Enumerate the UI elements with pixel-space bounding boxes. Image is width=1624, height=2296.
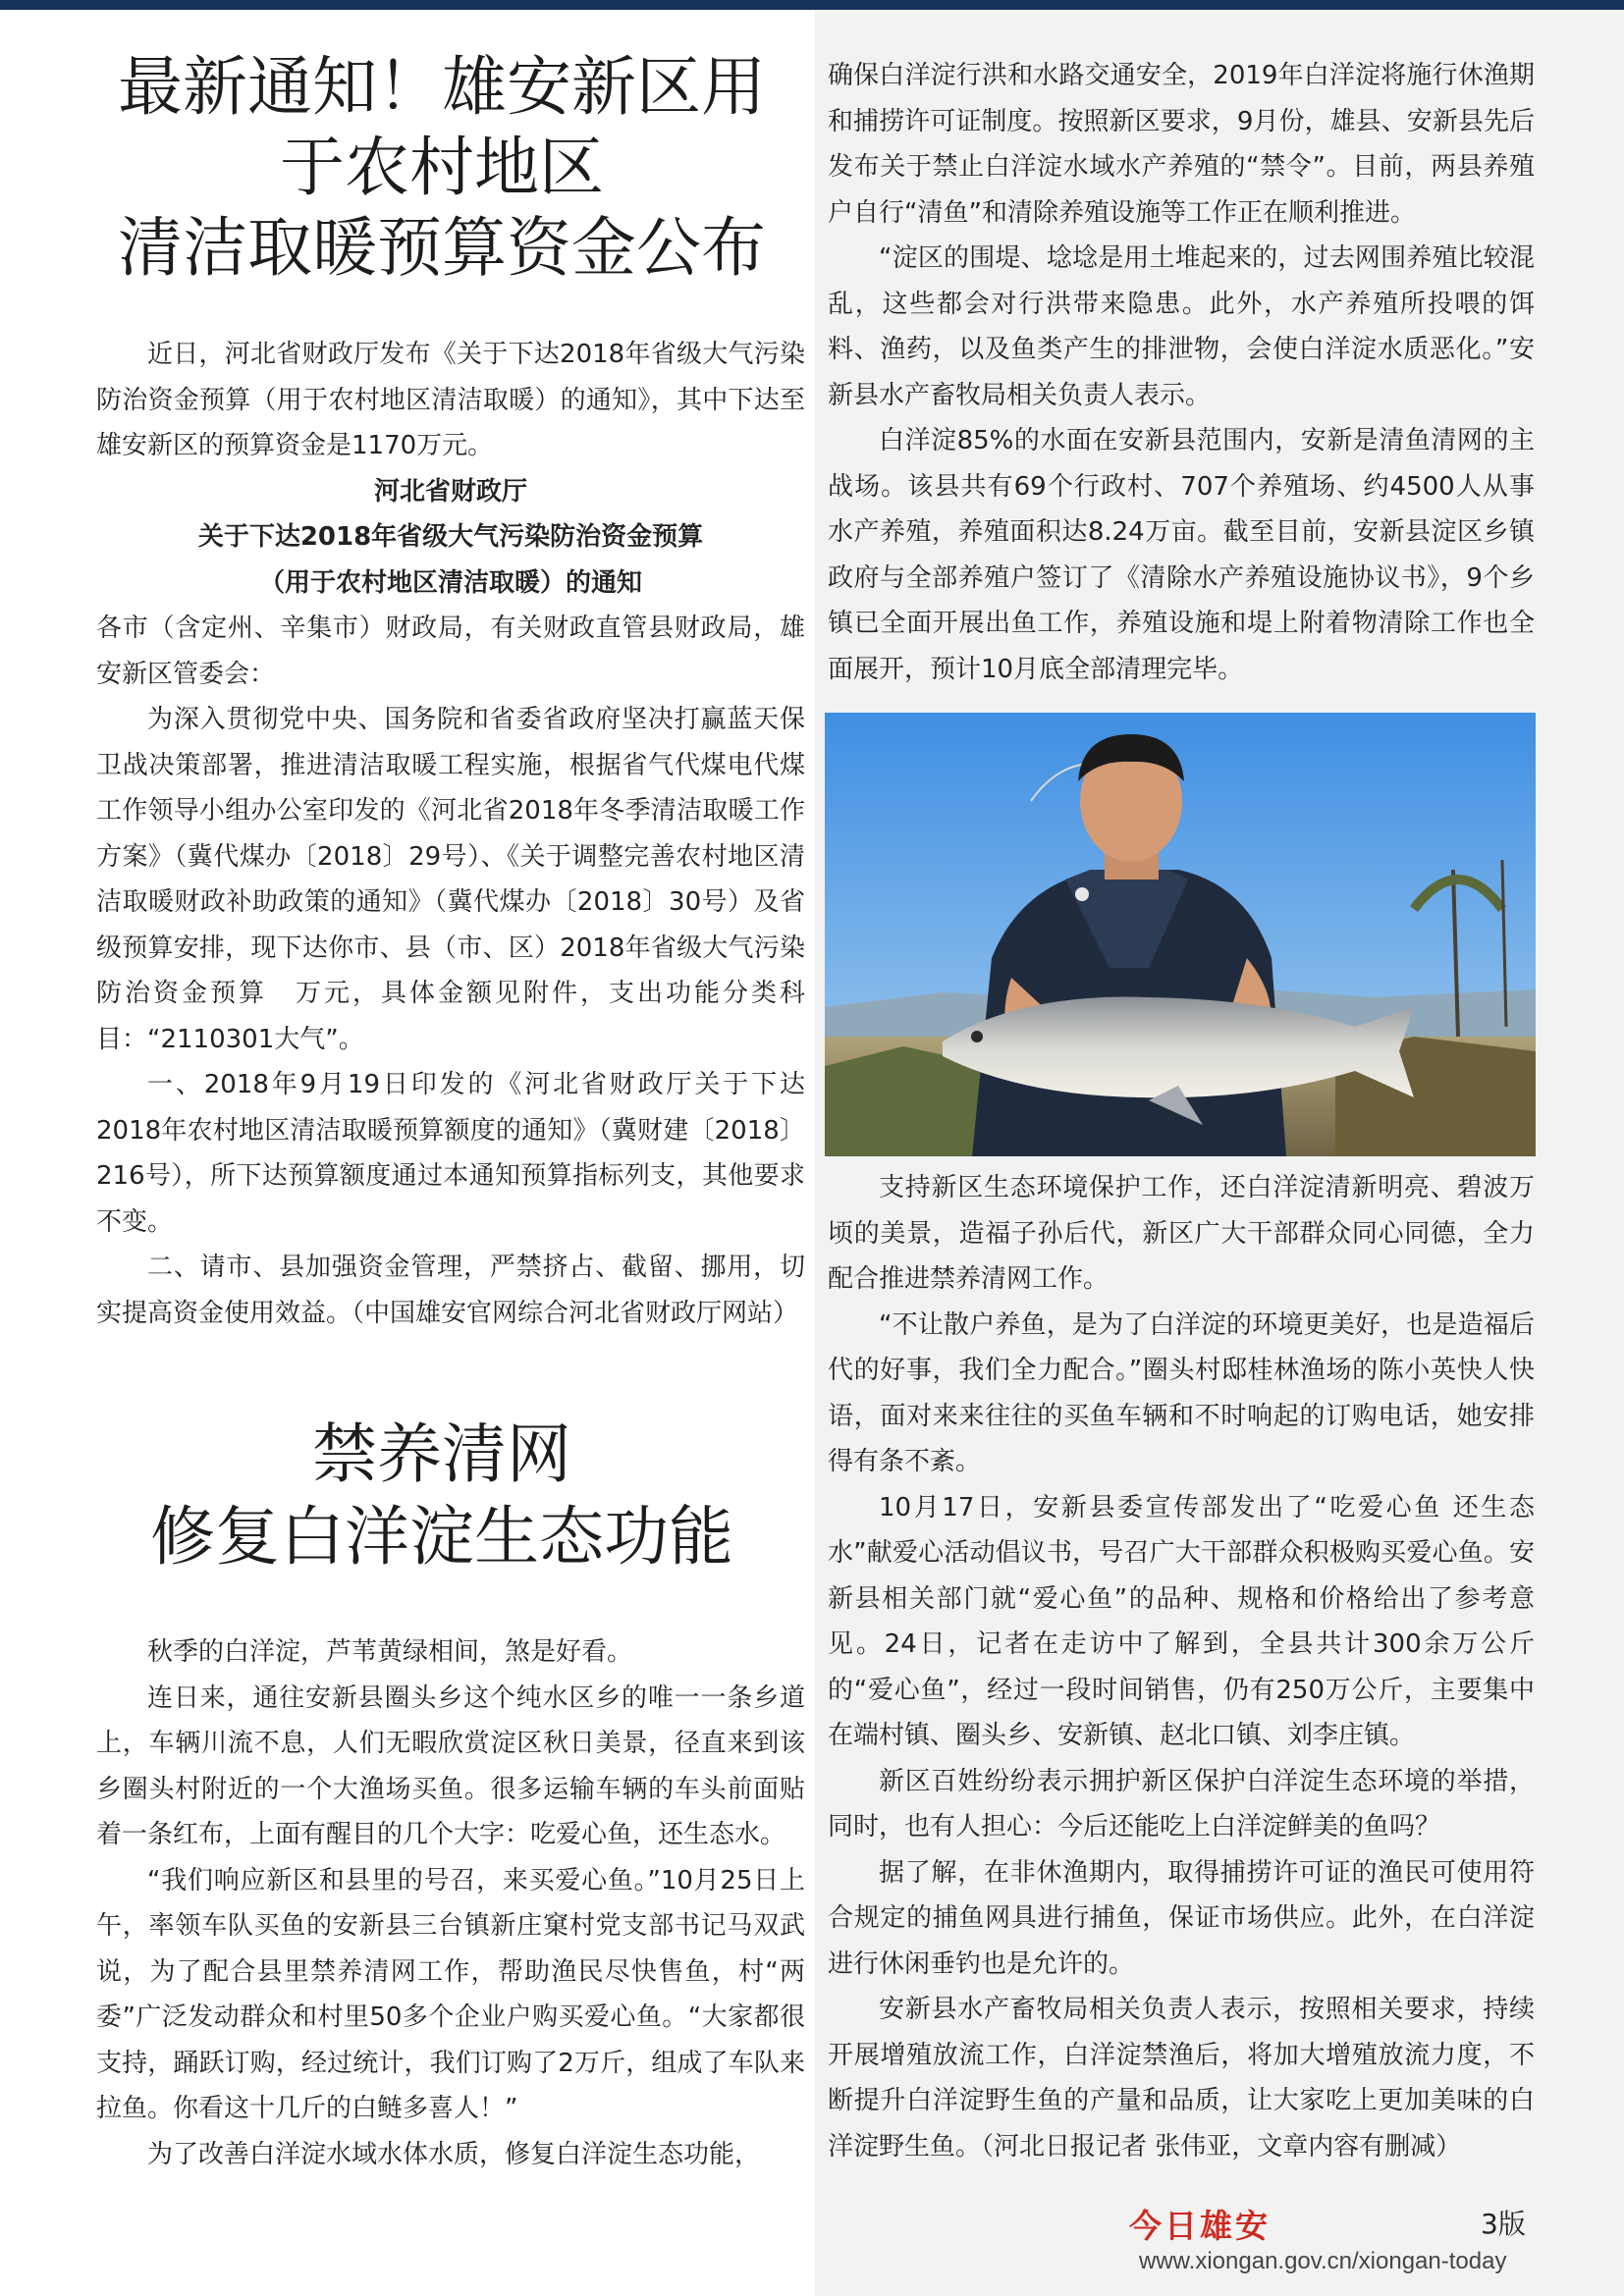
article2-paragraph: 支持新区生态环境保护工作，还白洋淀清新明亮、碧波万顷的美景，造福子孙后代，新区广大干部群众同心同德，全力配合推进禁养清网工作。 (828, 1173, 1535, 1294)
notice-issuer: 河北省财政厅 (373, 476, 527, 507)
article2-paragraph: 秋季的白洋淀，芦苇黄绿相间，煞是好看。 (147, 1637, 633, 1667)
article1-paragraph: 一、2018年9月19日印发的《河北省财政厅关于下达2018年农村地区清洁取暖预算额度的通知》（冀财建〔2018〕216号），所下达预算额度通过本通知预算指标列支，其他要求不变。 (96, 1070, 805, 1237)
article2-paragraph: “我们响应新区和县里的号召，来买爱心鱼。”10月25日上午，率领车队买鱼的安新县三台镇新庄窠村党支部书记马双武说，为了配合县里禁养清网工作，帮助渔民尽快售鱼，村“两委”广泛发动群众和村里50多个企业户购买爱心鱼。“大家都很支持，踊跃订购，经过统计，我们订购了2万斤，组成了车队来拉鱼。你看这十几斤的白鲢多喜人！” (96, 1865, 805, 2123)
article2-paragraph: 安新县水产畜牧局相关负责人表示，按照相关要求，持续开展增殖放流工作，白洋淀禁渔后，将加大增殖放流力度，不断提升白洋淀野生鱼的产量和品质，让大家吃上更加美味的白洋淀野生鱼。（河北日报记者 张伟亚，文章内容有删减） (828, 1995, 1535, 2162)
website-url[interactable]: www.xiongan.gov.cn/xiongan-today (1139, 2248, 1507, 2274)
article2-paragraph: 新区百姓纷纷表示拥护新区保护白洋淀生态环境的举措，同时，也有人担心：今后还能吃上白洋淀鲜美的鱼吗？ (828, 1766, 1535, 1842)
top-banner-bar (0, 0, 1624, 10)
article1-title-line: 最新通知！雄安新区用 (118, 49, 766, 125)
article1-paragraph: 为深入贯彻党中央、国务院和省委省政府坚决打赢蓝天保卫战决策部署，推进清洁取暖工程实施，根据省气代煤电代煤工作领导小组办公室印发的《河北省2018年冬季清洁取暖工作方案》（冀代煤办〔2018〕29号）、《关于调整完善农村地区清洁取暖财政补助政策的通知》（冀代煤办〔2018〕30号）及省级预算安排，现下达你市、县（市、区）2018年省级大气污染防治资金预算 万元，具体金额见附件，支出功能分类科目：“2110301大气”。 (96, 705, 805, 1054)
notice-recipients: 各市（含定州、辛集市）财政局，有关财政直管县财政局，雄安新区管委会： (96, 614, 805, 689)
notice-title-line: （用于农村地区清洁取暖）的通知 (258, 567, 642, 598)
article1-title-line: 清洁取暖预算资金公布 (118, 210, 766, 286)
fisherman-photo (825, 713, 1536, 1156)
article1-body (96, 332, 805, 1336)
article2-paragraph: 连日来，通往安新县圈头乡这个纯水区乡的唯一一条乡道上，车辆川流不息，人们无暇欣赏淀区秋日美景，径直来到该乡圈头村附近的一个大渔场买鱼。很多运输车辆的车头前面贴着一条红布，上面有醒目的几个大字：吃爱心鱼，还生态水。 (96, 1682, 805, 1849)
page-number: 3版 (1481, 2208, 1526, 2240)
article1-paragraph: 近日，河北省财政厅发布《关于下达2018年省级大气污染防治资金预算（用于农村地区清洁取暖）的通知》，其中下达至雄安新区的预算资金是1170万元。 (96, 340, 805, 460)
article2-paragraph: 为了改善白洋淀水域水体水质，修复白洋淀生态功能， (147, 2139, 761, 2169)
publication-logo: 今日雄安 (1129, 2207, 1271, 2245)
article2-title-line: 禁养清网 (312, 1416, 571, 1492)
article2-body-left (96, 1629, 805, 2177)
article2-body-right-bottom (828, 1165, 1535, 2169)
article1-title (88, 47, 795, 289)
article1-paragraph: 二、请市、县加强资金管理，严禁挤占、截留、挪用，切实提高资金使用效益。（中国雄安官网综合河北省财政厅网站） (96, 1253, 805, 1328)
article2-paragraph: 10月17日，安新县委宣传部发出了“吃爱心鱼 还生态水”献爱心活动倡议书，号召广大干部群众积极购买爱心鱼。安新县相关部门就“爱心鱼”的品种、规格和价格给出了参考意见。24日，记者在走访中了解到，全县共计300余万公斤的“爱心鱼”，经过一段时间销售，仍有250万公斤，主要集中在端村镇、圈头乡、安新镇、赵北口镇、刘李庄镇。 (828, 1492, 1535, 1750)
article2-title-line: 修复白洋淀生态功能 (150, 1499, 733, 1575)
notice-title-line: 关于下达2018年省级大气污染防治资金预算 (197, 522, 704, 552)
article2-paragraph: “淀区的围堤、埝埝是用土堆起来的，过去网围养殖比较混乱，这些都会对行洪带来隐患。此外，水产养殖所投喂的饵料、渔药，以及鱼类产生的排泄物，会使白洋淀水质恶化。”安新县水产畜牧局相关负责人表示。 (828, 243, 1535, 410)
article1-title-line: 于农村地区 (280, 130, 604, 205)
article2-paragraph: 据了解，在非休渔期内，取得捕捞许可证的渔民可使用符合规定的捕鱼网具进行捕鱼，保证市场供应。此外，在白洋淀进行休闲垂钓也是允许的。 (828, 1857, 1535, 1979)
article2-paragraph: “不让散户养鱼，是为了白洋淀的环境更美好，也是造福后代的好事，我们全力配合。”圈头村邸桂林渔场的陈小英快人快语，面对来来往往的买鱼车辆和不时响起的订购电话，她安排得有条不紊。 (828, 1309, 1535, 1476)
article2-body-right-top (828, 53, 1535, 692)
article2-title (98, 1414, 785, 1578)
article2-paragraph: 白洋淀85%的水面在安新县范围内，安新是清鱼清网的主战场。该县共有69个行政村、707个养殖场、约4500人从事水产养殖，养殖面积达8.24万亩。截至目前，安新县淀区乡镇政府与全部养殖户签订了《清除水产养殖设施协议书》，9个乡镇已全面开展出鱼工作，养殖设施和堤上附着物清除工作也全面展开，预计10月底全部清理完毕。 (828, 426, 1535, 684)
article2-paragraph: 确保白洋淀行洪和水路交通安全，2019年白洋淀将施行休渔期和捕捞许可证制度。按照新区要求，9月份，雄县、安新县先后发布关于禁止白洋淀水域水产养殖的“禁令”。目前，两县养殖户自行“清鱼”和清除养殖设施等工作正在顺利推进。 (828, 61, 1535, 228)
